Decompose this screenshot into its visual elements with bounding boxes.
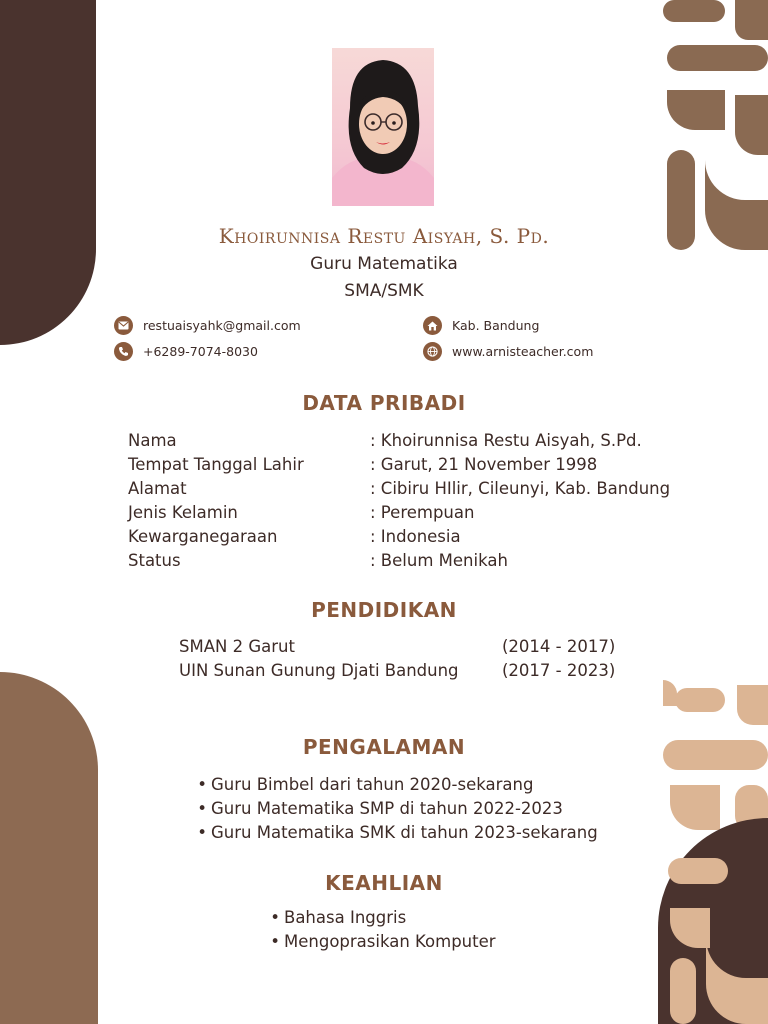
experience-item: • Guru Matematika SMP di tahun 2022-2023 — [211, 797, 598, 821]
education-years: (2014 - 2017) — [502, 637, 616, 656]
phone-text[interactable]: +6289-7074-8030 — [143, 344, 258, 359]
section-title-pengalaman: PENGALAMAN — [302, 735, 466, 759]
contact-phone[interactable] — [114, 342, 258, 361]
education-school: UIN Sunan Gunung Djati Bandung — [179, 661, 459, 680]
personal-label: Tempat Tanggal Lahir — [128, 455, 304, 474]
full-name: Khoirunnisa Restu Aisyah, S. Pd. — [218, 224, 550, 248]
education-school: SMAN 2 Garut — [179, 637, 295, 656]
job-title: Guru Matematika — [310, 254, 458, 274]
personal-value: : Cibiru HIlir, Cileunyi, Kab. Bandung — [370, 479, 671, 498]
contact-location — [423, 316, 539, 335]
education-years: (2017 - 2023) — [502, 661, 616, 680]
envelope-icon — [114, 316, 133, 335]
personal-label: Kewarganegaraan — [128, 527, 278, 546]
personal-value: : Belum Menikah — [370, 551, 508, 570]
decorative-ornament-bottom-right — [658, 818, 768, 1024]
section-title-pendidikan: PENDIDIKAN — [311, 598, 457, 622]
section-title-data-pribadi: DATA PRIBADI — [302, 391, 466, 415]
personal-value: : Khoirunnisa Restu Aisyah, S.Pd. — [370, 431, 642, 450]
skills-list — [284, 906, 496, 954]
skill-item: • Mengoprasikan Komputer — [284, 930, 496, 954]
section-title-keahlian: KEAHLIAN — [325, 871, 443, 895]
personal-value: : Indonesia — [370, 527, 461, 546]
profile-portrait-illustration — [332, 48, 434, 206]
skill-item: • Bahasa Inggris — [284, 906, 496, 930]
decorative-ornament-top-right — [655, 0, 768, 255]
globe-icon — [423, 342, 442, 361]
website-link[interactable]: www.arnisteacher.com — [452, 344, 594, 359]
experience-list — [211, 773, 598, 845]
phone-icon — [114, 342, 133, 361]
personal-value: : Garut, 21 November 1998 — [370, 455, 598, 474]
profile-photo — [332, 48, 434, 206]
contact-email[interactable] — [114, 316, 301, 335]
home-icon — [423, 316, 442, 335]
personal-value: : Perempuan — [370, 503, 475, 522]
job-level: SMA/SMK — [344, 281, 424, 301]
experience-item: • Guru Matematika SMK di tahun 2023-sekarang — [211, 821, 598, 845]
personal-label: Alamat — [128, 479, 187, 498]
experience-item: • Guru Bimbel dari tahun 2020-sekarang — [211, 773, 598, 797]
location-text: Kab. Bandung — [452, 318, 540, 333]
personal-label: Jenis Kelamin — [128, 503, 238, 522]
email-text[interactable]: restuaisyahk@gmail.com — [143, 318, 301, 333]
decorative-shape-bottom-left — [0, 672, 98, 1024]
contact-website[interactable] — [423, 342, 593, 361]
personal-label: Status — [128, 551, 181, 570]
personal-label: Nama — [128, 431, 177, 450]
